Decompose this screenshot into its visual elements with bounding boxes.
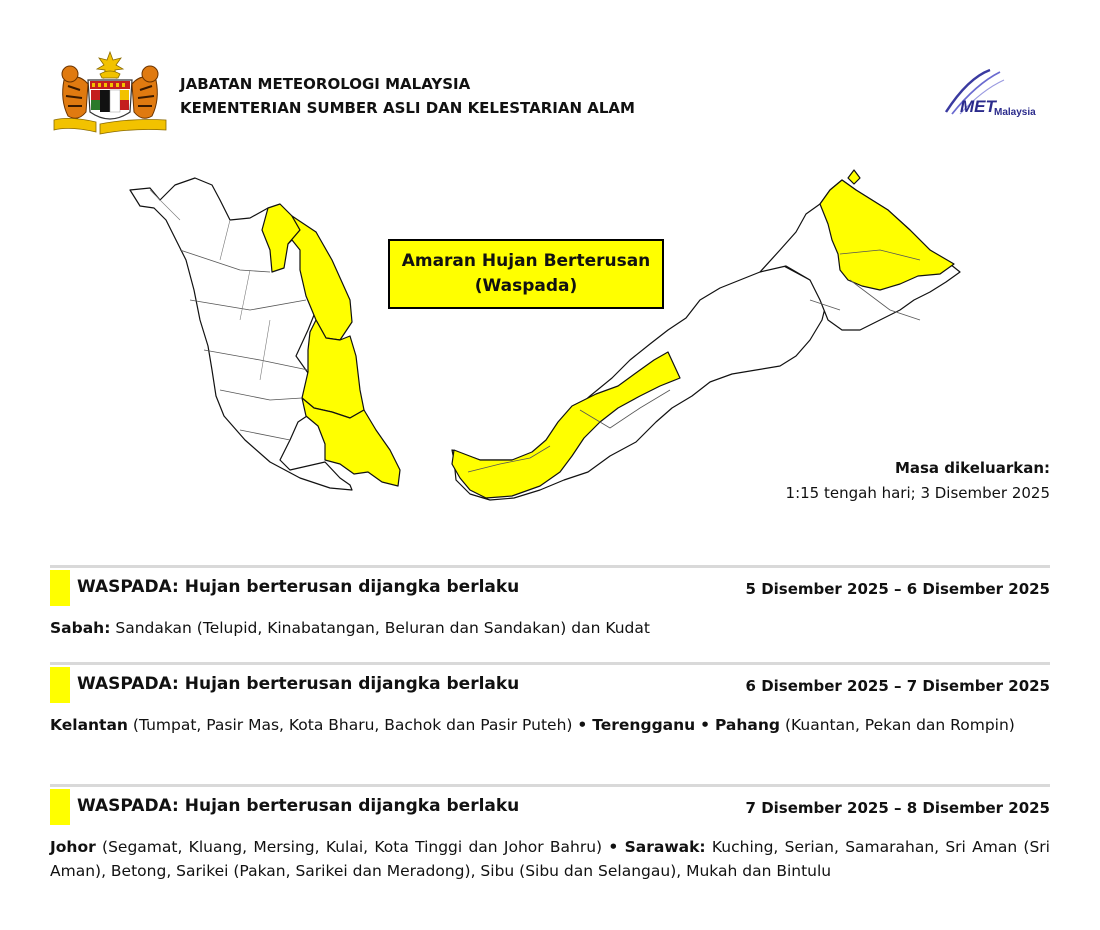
badge-line-2: (Waspada) bbox=[474, 276, 578, 296]
area-list: (Tumpat, Pasir Mas, Kota Bharu, Bachok dan Pasir Puteh) bbox=[132, 716, 573, 734]
map-warning-badge bbox=[388, 239, 664, 309]
warning-date-range: 6 Disember 2025 – 7 Disember 2025 bbox=[745, 677, 1050, 695]
state-name: Kelantan bbox=[50, 716, 128, 734]
separator: • bbox=[700, 716, 711, 734]
org-line-2: KEMENTERIAN SUMBER ASLI DAN KELESTARIAN ALAM bbox=[180, 99, 635, 117]
warning-date-range: 5 Disember 2025 – 6 Disember 2025 bbox=[745, 580, 1050, 598]
warning-level-marker bbox=[50, 570, 70, 606]
issued-time bbox=[786, 456, 1050, 506]
state-name: Terengganu bbox=[592, 716, 696, 734]
issued-label: Masa dikeluarkan: bbox=[894, 459, 1050, 477]
warning-level-marker bbox=[50, 789, 70, 825]
organization-name bbox=[180, 72, 635, 120]
issued-value: 1:15 tengah hari; 3 Disember 2025 bbox=[785, 484, 1050, 502]
state-name: Sarawak: bbox=[624, 838, 706, 856]
warning-section-3 bbox=[50, 784, 1050, 883]
east-malaysia bbox=[452, 170, 960, 500]
separator: • bbox=[608, 838, 619, 856]
state-name: Johor bbox=[50, 838, 96, 856]
state-name: Pahang bbox=[714, 716, 781, 734]
met-malaysia-logo bbox=[938, 68, 1050, 122]
warning-areas bbox=[50, 835, 1050, 883]
org-line-1: JABATAN METEOROLOGI MALAYSIA bbox=[180, 75, 471, 93]
area-list: (Kuantan, Pekan dan Rompin) bbox=[784, 716, 1015, 734]
malaysia-logo-text: Malaysia bbox=[994, 107, 1036, 118]
met-logo-text: MET bbox=[960, 97, 996, 116]
warning-header bbox=[50, 665, 1050, 703]
area-list: (Segamat, Kluang, Mersing, Kulai, Kota Tinggi dan Johor Bahru) bbox=[102, 838, 603, 856]
separator: • bbox=[577, 716, 588, 734]
warning-date-range: 7 Disember 2025 – 8 Disember 2025 bbox=[745, 799, 1050, 817]
malaysia-crest-logo bbox=[50, 50, 170, 138]
warning-title: WASPADA: Hujan berterusan dijangka berlaku bbox=[77, 796, 520, 816]
warning-header bbox=[50, 787, 1050, 825]
warning-level-marker bbox=[50, 667, 70, 703]
warning-section-2 bbox=[50, 662, 1050, 737]
warning-title: WASPADA: Hujan berterusan dijangka berlaku bbox=[77, 577, 520, 597]
peninsular-malaysia bbox=[130, 178, 400, 490]
warning-header bbox=[50, 568, 1050, 606]
warning-title: WASPADA: Hujan berterusan dijangka berlaku bbox=[77, 674, 520, 694]
area-list: Sandakan (Telupid, Kinabatangan, Beluran dan Sandakan) dan Kudat bbox=[115, 619, 650, 637]
warning-areas bbox=[50, 713, 1050, 737]
state-name: Sabah: bbox=[50, 619, 111, 637]
warning-areas bbox=[50, 616, 1050, 640]
badge-line-1: Amaran Hujan Berterusan bbox=[401, 251, 651, 271]
warning-section-1 bbox=[50, 565, 1050, 640]
area-list: Kuching, Serian, Samarahan, Sri Aman (Sri Aman), Betong, Sarikei (Pakan, Sarikei dan Meradong), Sibu (Sibu dan Selangau), Mukah dan Bintulu bbox=[50, 838, 1050, 880]
header bbox=[50, 50, 1050, 140]
